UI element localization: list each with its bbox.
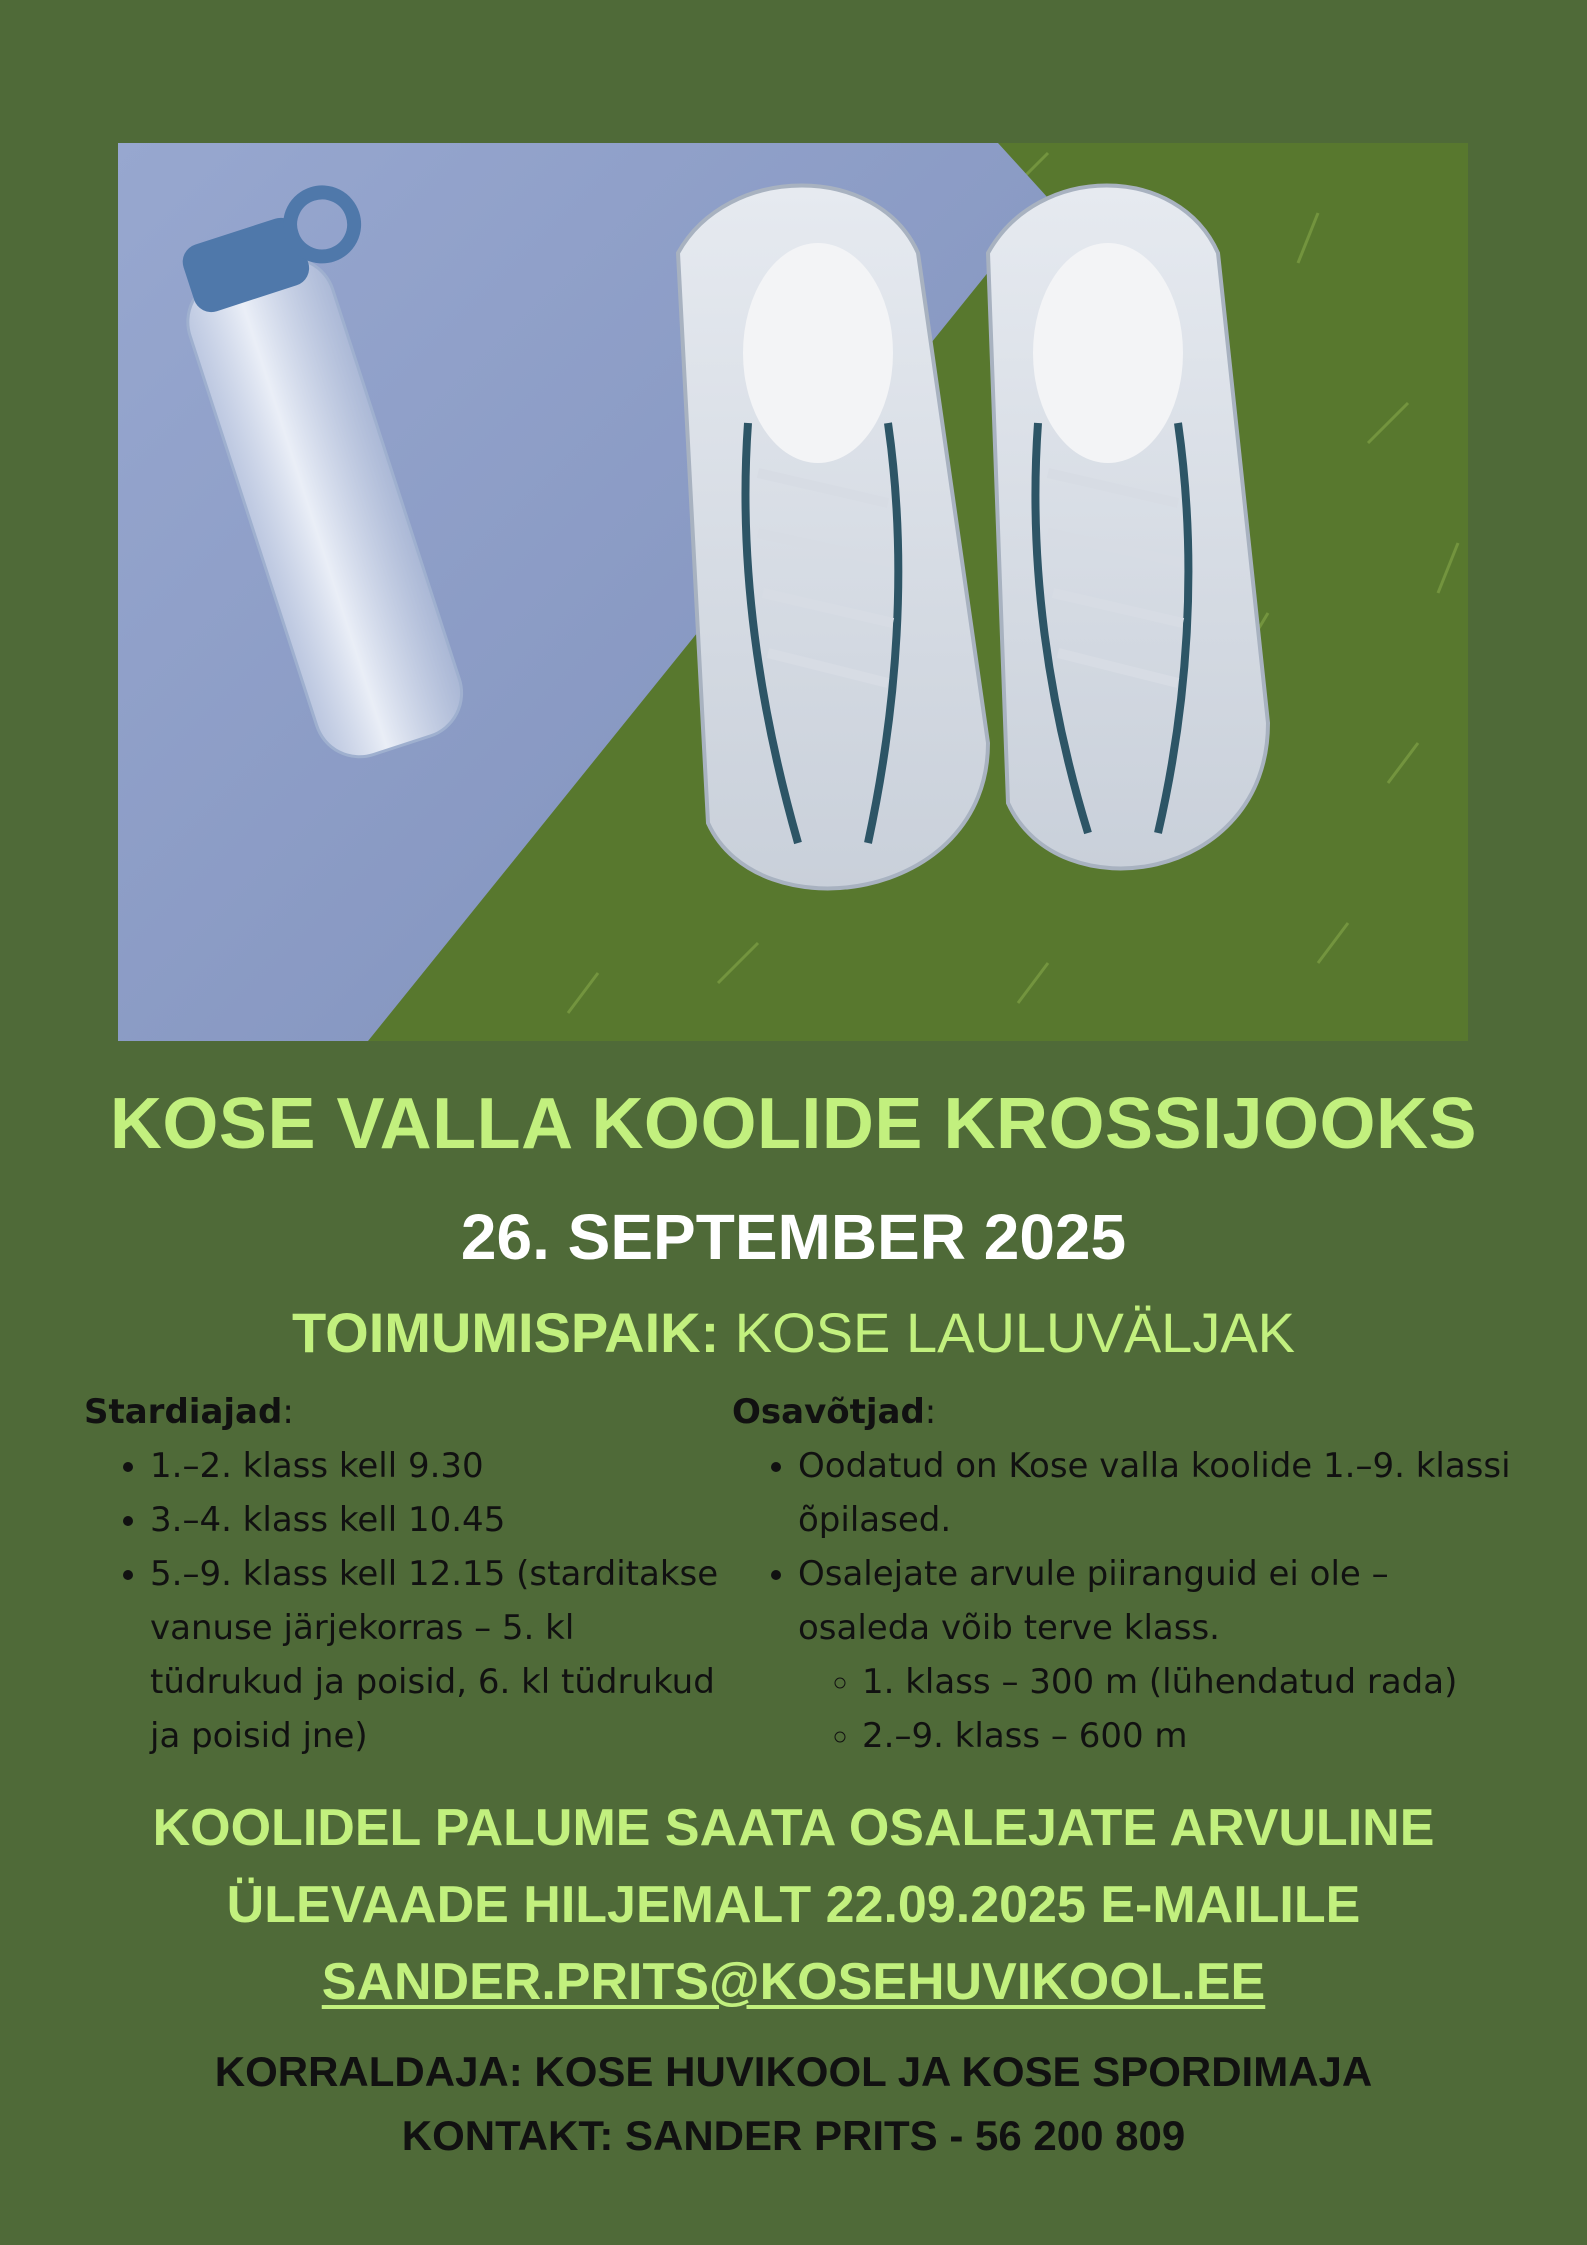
start-times-list	[84, 1439, 724, 1763]
start-times-heading-colon: :	[282, 1392, 294, 1432]
hero-photo	[118, 143, 1468, 1041]
list-item: • 5.–9. klass kell 12.15 (starditakse vanuse järjekorras – 5. kl tüdrukud ja poisid, 6. kl tüdrukud ja poisid jne)	[150, 1547, 724, 1763]
list-item-text: Osalejate arvule piiranguid ei ole – osaleda võib terve klass.	[798, 1554, 1389, 1648]
list-item: • 3.–4. klass kell 10.45	[150, 1493, 724, 1547]
list-item: • Oodatud on Kose valla koolide 1.–9. klassi õpilased.	[798, 1439, 1522, 1547]
participants-heading-colon: :	[924, 1392, 937, 1432]
organizer-info	[0, 2040, 1587, 2168]
contact-email-link[interactable]: SANDER.PRITS@KOSEHUVIKOOL.EE	[321, 1953, 1266, 2011]
hero-photo-drawing	[118, 143, 1468, 1041]
event-date: 26. SEPTEMBER 2025	[460, 1201, 1127, 1273]
participants-section	[732, 1385, 1522, 1763]
list-item: ◦ 1. klass – 300 m (lühendatud rada)	[862, 1655, 1522, 1709]
start-times-heading-text: Stardiajad	[84, 1392, 283, 1432]
contact-line: KONTAKT: SANDER PRITS - 56 200 809	[401, 2112, 1186, 2159]
start-times-heading	[84, 1385, 724, 1439]
list-item: • 1.–2. klass kell 9.30	[150, 1439, 724, 1493]
venue-label: TOIMUMISPAIK:	[291, 1301, 720, 1364]
list-item	[798, 1547, 1522, 1763]
participants-heading	[732, 1385, 1522, 1439]
event-venue	[0, 1300, 1587, 1365]
notice-line-1: KOOLIDEL PALUME SAATA OSALEJATE ARVULINE	[152, 1799, 1435, 1857]
event-title: KOSE VALLA KOOLIDE KROSSIJOOKS	[109, 1084, 1478, 1164]
list-item: ◦ 2.–9. klass – 600 m	[862, 1709, 1522, 1763]
participants-list	[732, 1439, 1522, 1763]
registration-notice	[0, 1790, 1587, 2021]
participants-heading-text: Osavõtjad	[732, 1392, 925, 1432]
start-times-section	[84, 1385, 724, 1763]
venue-value: KOSE LAULUVÄLJAK	[734, 1301, 1296, 1364]
organizer-line: KORRALDAJA: KOSE HUVIKOOL JA KOSE SPORDIMAJA	[214, 2048, 1373, 2095]
distances-list	[798, 1655, 1522, 1763]
notice-line-2: ÜLEVAADE HILJEMALT 22.09.2025 E-MAILILE	[226, 1876, 1361, 1934]
